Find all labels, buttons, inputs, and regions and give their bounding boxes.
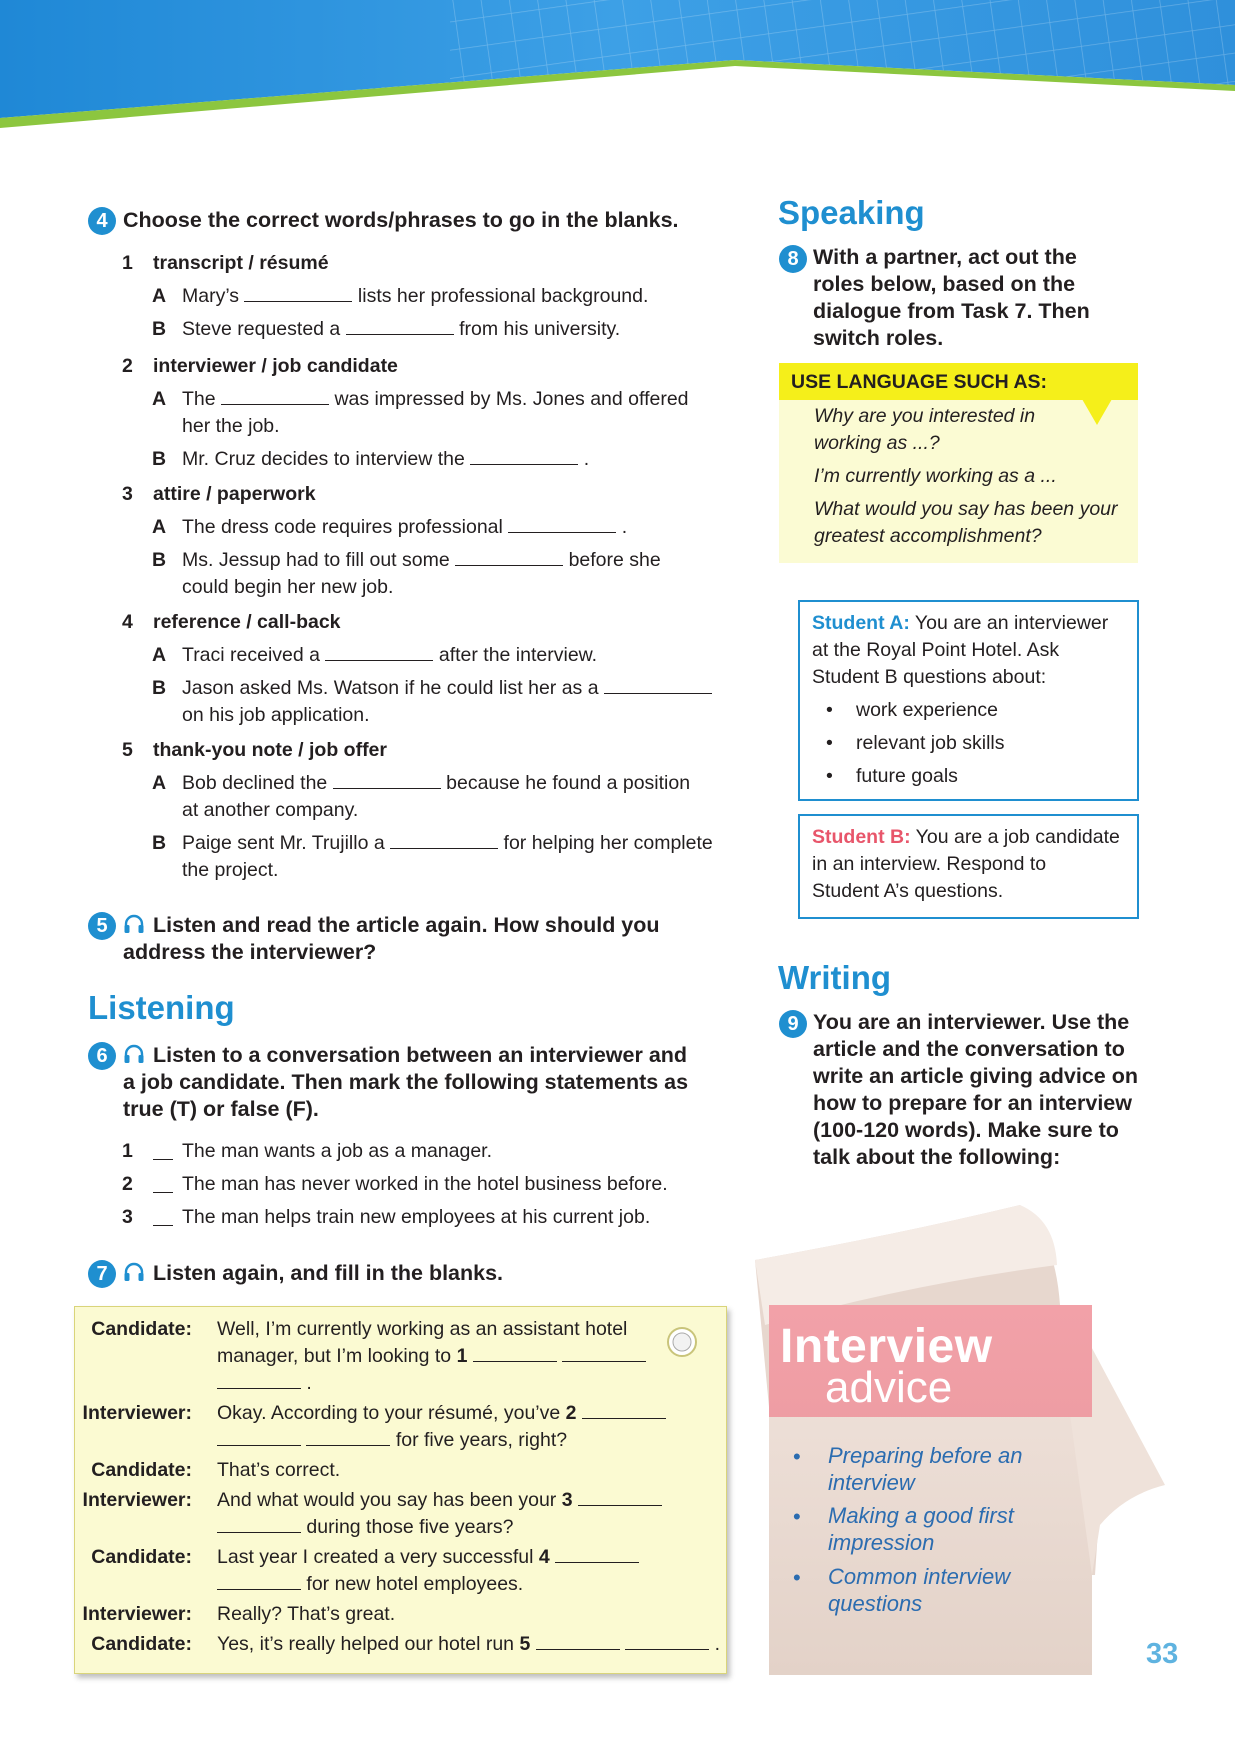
binder-ring-icon	[665, 1325, 699, 1359]
header-banner	[0, 0, 1235, 135]
speech-pointer-icon	[1082, 399, 1112, 425]
task-4-instruction: Choose the correct words/phrases to go in the blanks.	[123, 208, 679, 232]
answer-blank[interactable]	[390, 831, 498, 849]
dialogue-line-2b: for five years, right?	[217, 1427, 567, 1454]
bullet-icon: •	[826, 732, 833, 754]
task-7-instruction: Listen again, and fill in the blanks.	[123, 1260, 503, 1287]
tf-blank[interactable]	[153, 1142, 173, 1160]
dialogue-line-6: Really? That’s great.	[217, 1603, 396, 1625]
use-language-line: What would you say has been your	[814, 498, 1118, 520]
task-8-instruction: With a partner, act out the roles below, based on the dialogue from Task 7. Then switch roles.	[813, 245, 1090, 350]
use-language-header: USE LANGUAGE SUCH AS:	[779, 363, 1138, 400]
speaker-label: Interviewer:	[82, 1489, 192, 1511]
answer-blank[interactable]	[470, 447, 578, 465]
headphones-icon[interactable]	[123, 914, 145, 934]
use-language-line: greatest accomplishment?	[814, 525, 1042, 547]
dialogue-line-5b: for new hotel employees.	[217, 1571, 523, 1598]
advice-item: Common interview questions	[828, 1564, 1011, 1616]
answer-blank[interactable]	[455, 548, 563, 566]
dialogue-line-4b: during those five years?	[217, 1514, 513, 1541]
speaker-label: Candidate:	[91, 1318, 192, 1340]
use-language-line: working as ...?	[814, 432, 940, 454]
bullet-icon: •	[793, 1444, 801, 1469]
answer-blank[interactable]	[217, 1572, 301, 1590]
speaker-label: Candidate:	[91, 1633, 192, 1655]
speaker-label: Candidate:	[91, 1459, 192, 1481]
speaker-label: Interviewer:	[82, 1603, 192, 1625]
task-5-badge: 5	[88, 912, 116, 940]
interview-advice-notepad	[755, 1195, 1175, 1675]
answer-blank[interactable]	[555, 1545, 639, 1563]
answer-blank[interactable]	[333, 771, 441, 789]
dialogue-line-3: That’s correct.	[217, 1459, 341, 1481]
answer-blank[interactable]	[473, 1344, 557, 1362]
answer-blank[interactable]	[217, 1371, 301, 1389]
task-6-instruction: Listen to a conversation between an interviewer and a job candidate. Then mark the following statements as true (T) or false (F).	[123, 1043, 689, 1121]
answer-blank[interactable]	[217, 1515, 301, 1533]
tf-blank[interactable]	[153, 1175, 173, 1193]
speaker-label: Candidate:	[91, 1546, 192, 1568]
answer-blank[interactable]	[604, 676, 712, 694]
dialogue-line-2: Okay. According to your résumé, you’ve 2	[217, 1400, 666, 1427]
use-language-line: I’m currently working as a ...	[814, 465, 1057, 487]
dialogue-line-1: Well, I’m currently working as an assistant hotel	[217, 1318, 628, 1340]
dialogue-line-7: Yes, it’s really helped our hotel run 5 .	[217, 1633, 720, 1655]
dialogue-line-4: And what would you say has been your 3	[217, 1487, 662, 1514]
task-4-badge: 4	[88, 207, 116, 235]
notepad-subtitle: advice	[825, 1363, 953, 1412]
answer-blank[interactable]	[582, 1401, 666, 1419]
dialogue-line-5: Last year I created a very successful 4	[217, 1544, 639, 1571]
answer-blank[interactable]	[625, 1632, 709, 1650]
student-a-card: Student A: You are an interviewer at the Royal Point Hotel. Ask Student B questions about: • work experience • relevant job skills • future goals	[798, 600, 1139, 801]
task-9-badge: 9	[779, 1010, 807, 1038]
bullet-icon: •	[826, 765, 833, 787]
writing-heading: Writing	[778, 959, 892, 996]
bullet-icon: •	[793, 1565, 801, 1590]
answer-blank[interactable]	[325, 643, 433, 661]
speaker-label: Interviewer:	[82, 1402, 192, 1424]
dialogue-card	[74, 1306, 727, 1674]
use-language-line: Why are you interested in	[814, 405, 1036, 427]
task-6-badge: 6	[88, 1042, 116, 1070]
answer-blank[interactable]	[306, 1428, 390, 1446]
answer-blank[interactable]	[508, 515, 616, 533]
task-7-badge: 7	[88, 1260, 116, 1288]
answer-blank[interactable]	[578, 1488, 662, 1506]
advice-item: Making a good first impression	[828, 1503, 1014, 1555]
answer-blank[interactable]	[536, 1632, 620, 1650]
tf-blank[interactable]	[153, 1208, 173, 1226]
speaking-heading: Speaking	[778, 194, 925, 231]
dialogue-line-1c: .	[217, 1370, 312, 1397]
headphones-icon[interactable]	[123, 1044, 145, 1064]
answer-blank[interactable]	[217, 1428, 301, 1446]
use-language-box	[779, 363, 1138, 563]
advice-item: Preparing before an interview	[828, 1443, 1023, 1495]
answer-blank[interactable]	[562, 1344, 646, 1362]
student-b-card: Student B: You are a job candidate in an interview. Respond to Student A’s questions.	[798, 814, 1139, 919]
task-9-instruction: You are an interviewer. Use the article and the conversation to write an article giving advice on how to prepare for an interview (100-120 words). Make sure to talk about the following:	[813, 1010, 1138, 1169]
bullet-icon: •	[793, 1504, 801, 1529]
answer-blank[interactable]	[346, 317, 454, 335]
listening-heading: Listening	[88, 989, 235, 1026]
headphones-icon[interactable]	[123, 1262, 145, 1282]
bullet-icon: •	[826, 699, 833, 721]
page-number: 33	[1146, 1638, 1179, 1670]
dialogue-line-1b: manager, but I’m looking to 1	[217, 1343, 646, 1370]
task-8-badge: 8	[779, 245, 807, 273]
notepad-title: Interview	[780, 1320, 993, 1373]
answer-blank[interactable]	[244, 284, 352, 302]
answer-blank[interactable]	[221, 387, 329, 405]
task-5-instruction: Listen and read the article again. How should you address the interviewer?	[123, 913, 660, 964]
